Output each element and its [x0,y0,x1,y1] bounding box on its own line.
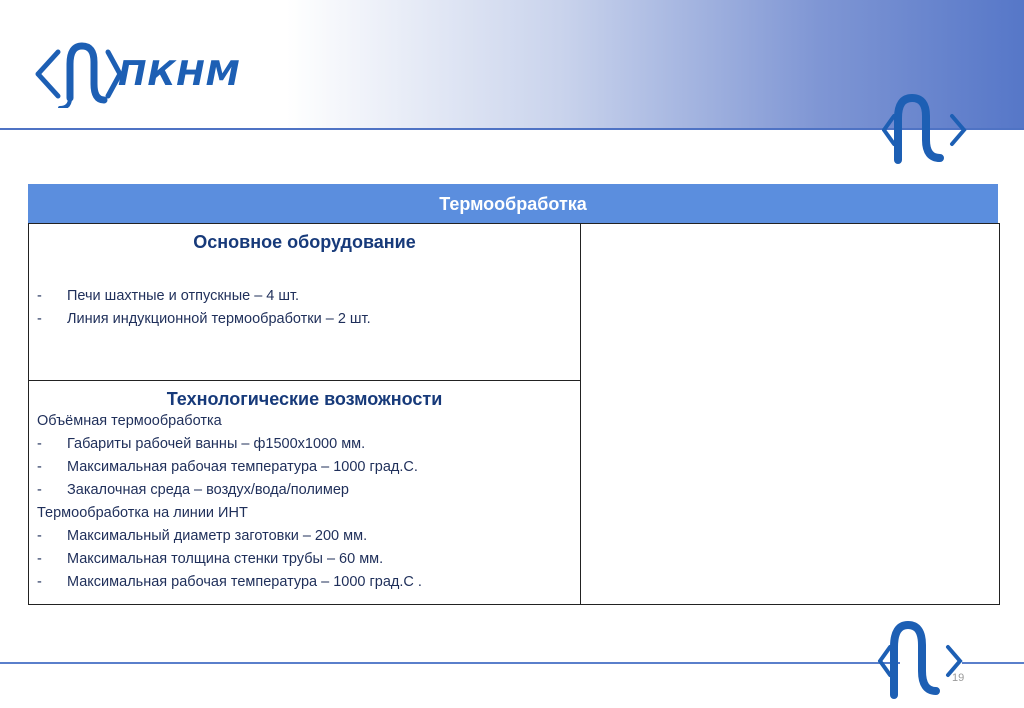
list-item: - Максимальная толщина стенки трубы – 60 мм. [37,551,384,567]
header-divider [0,128,1024,130]
corner-mark-icon [876,615,966,700]
footer-divider [962,662,1024,664]
list-item: - Закалочная среда – воздух/вода/полимер [37,482,349,498]
list-item: - Линия индукционной термообработки – 2 шт. [37,311,371,327]
list-item: - Максимальный диаметр заготовки – 200 мм. [37,528,368,544]
brand-name: ПКНМ [118,54,241,94]
list-item: - Габариты рабочей ванны – ф1500х1000 мм. [37,436,366,452]
group-label: Объёмная термообработка [37,413,222,429]
footer-divider [0,662,900,664]
thermal-treatment-table [28,184,1000,605]
page-number: 19 [952,672,965,684]
capabilities-title: Технологические возможности [166,389,443,409]
list-item: - Максимальная рабочая температура – 1000 град.С. [37,459,418,475]
capabilities-list-1 [29,433,580,502]
image-placeholder-cell [580,223,1000,605]
group-label: Термообработка на линии ИНТ [37,505,248,521]
capabilities-list-2 [29,525,580,594]
equipment-title: Основное оборудование [193,232,416,252]
capabilities-cell [28,380,581,605]
corner-mark-icon [880,90,970,165]
table-header: Термообработка [28,184,998,223]
equipment-cell [28,223,581,381]
equipment-list [29,285,580,331]
list-item: - Печи шахтные и отпускные – 4 шт. [37,288,300,304]
list-item: - Максимальная рабочая температура – 1000 град.С . [37,574,422,590]
